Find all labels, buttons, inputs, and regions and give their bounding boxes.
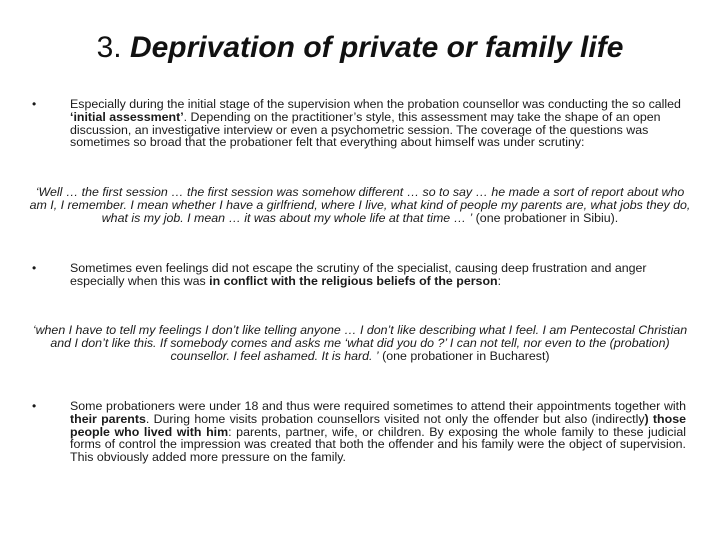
bullet-marker: •	[32, 261, 37, 275]
bullet-marker: •	[32, 399, 37, 413]
bullet-text-1	[70, 98, 686, 149]
bullet1-pre: Especially during the initial stage of the supervision when the probation counsellor was conducting the so called	[70, 97, 681, 111]
title-number: 3.	[96, 31, 122, 64]
bullet2-post: :	[497, 273, 502, 288]
bullet-text-3	[70, 400, 686, 464]
bullet3-bold-parents: their parents	[70, 411, 146, 426]
quote1-text: ‘Well … the first session … the first session was somehow different … so to say … he made a sort of report about who am I, I remember. I mean whether I have a girlfriend, where I live, what kind of people my parents are, what jobs they do, what is my job. I mean … it was about my whole life at that time … ’	[29, 185, 691, 225]
quote2-text: ‘when I have to tell my feelings I don’t like telling anyone … I don’t like describing what I feel. I am Pentecostal Christian and I don’t like this. If somebody comes and asks me ‘what did you do ?’ I can not tell, nor even to the (probation) counsellor. I feel ashamed. It is hard. ’	[32, 323, 688, 363]
bullet1-post: . Depending on the practitioner’s style, this assessment may take the shape of an open discussion, an investigative interview or even a psychometric session. The coverage of the questions was sometimes so broad that the probationer felt that everything about himself was under scrutiny:	[70, 109, 661, 150]
bullet3-mid: . During home visits probation counsellors visited not only the offender but also (indirectly	[145, 411, 645, 426]
bullet3-post: : parents, partner, wife, or children. By exposing the whole family to these judicial forms of control the impression was created that both the offender and his family were the object of supervision. This obviously added more pressure on the family.	[70, 424, 686, 465]
bullet-marker: •	[32, 97, 37, 111]
quote1-source: (one probationer in Sibiu).	[472, 210, 619, 225]
bullet3-pre: Some probationers were under 18 and thus were required sometimes to attend their appointments together with	[70, 399, 686, 413]
bullet-text-2	[70, 262, 686, 288]
quote2-source: (one probationer in Bucharest)	[378, 348, 550, 363]
bullet1-bold: ‘initial assessment’	[70, 109, 184, 124]
slide-title	[0, 30, 720, 66]
title-text: Deprivation of private or family life	[129, 31, 624, 64]
bullet2-bold: in conflict with the religious beliefs of the person	[209, 273, 498, 288]
bullet2-pre: Sometimes even feelings did not escape the scrutiny of the specialist, causing deep frustration and anger especially when this was	[70, 261, 647, 288]
quote-1	[26, 186, 694, 224]
bullet3-bold-people: ) those people who lived with him	[70, 411, 686, 439]
quote-2	[26, 324, 694, 362]
